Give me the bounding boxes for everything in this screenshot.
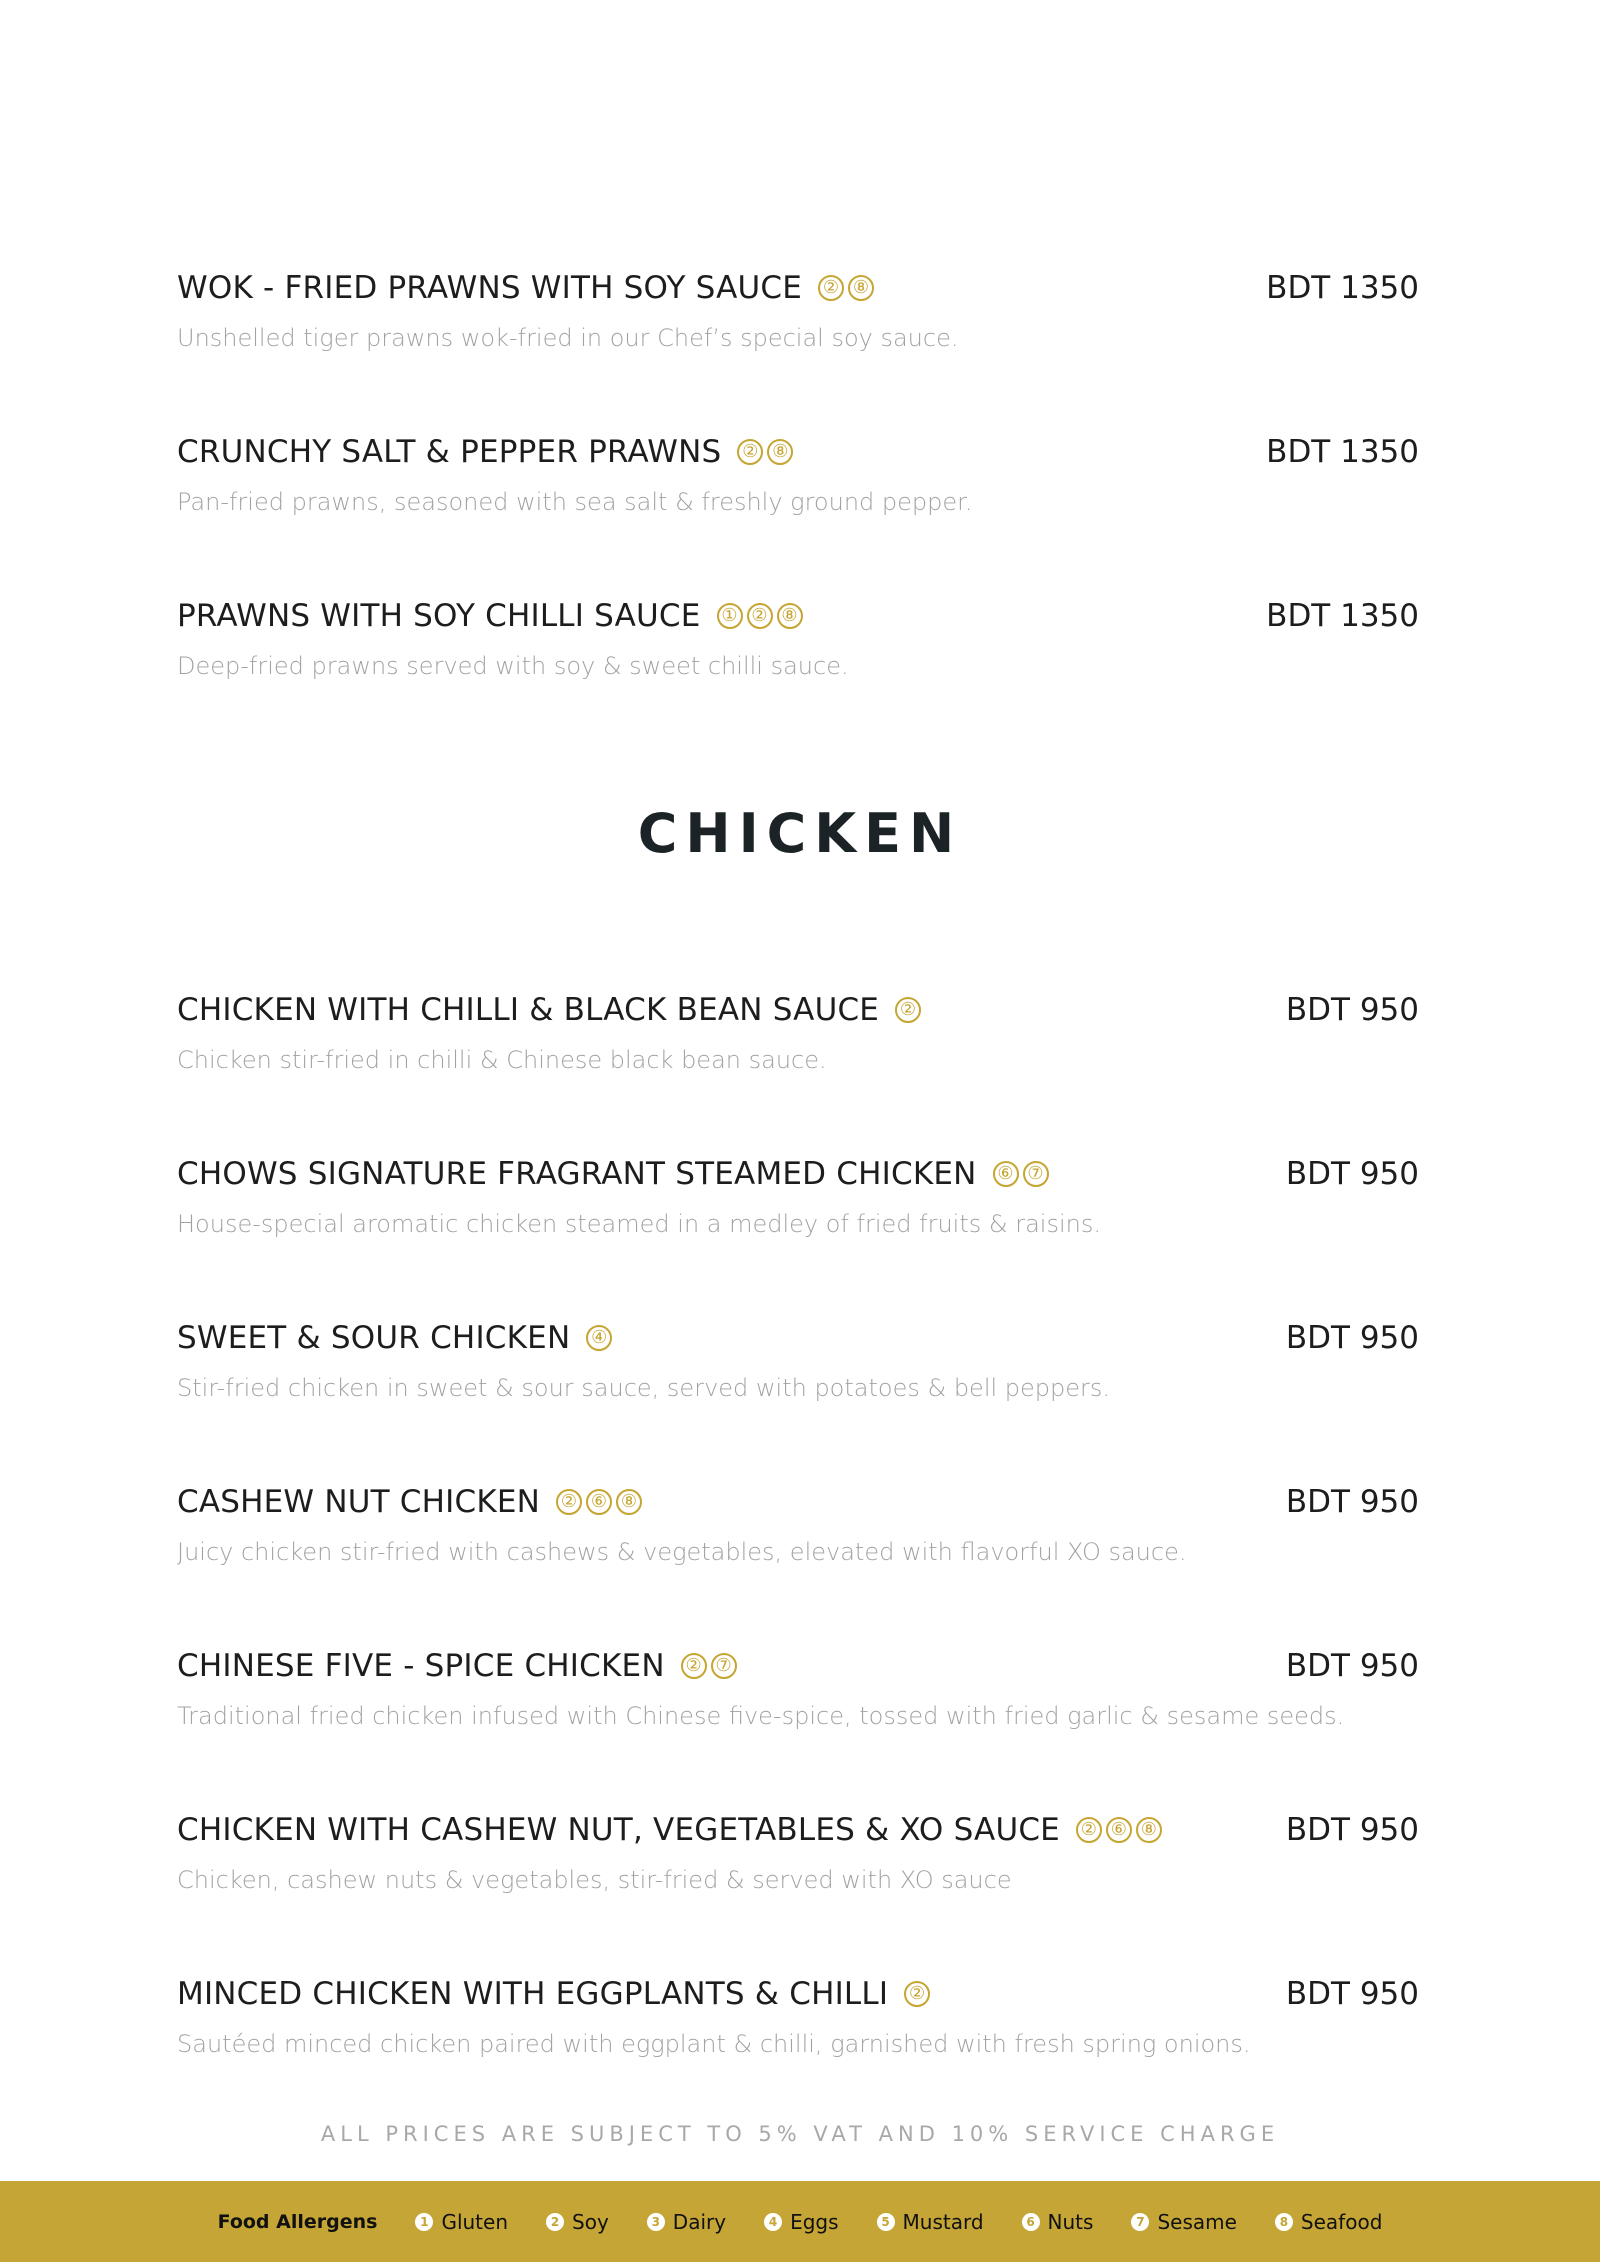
menu-item-price: BDT 1350 (1266, 598, 1419, 634)
menu-item-name (177, 1320, 612, 1356)
allergen-badges (737, 439, 793, 465)
allergen-badge: ② (1076, 1817, 1102, 1843)
menu-item (177, 1648, 1419, 1730)
menu-item (177, 1976, 1419, 2058)
allergen-badges (1076, 1817, 1162, 1843)
menu-item-name (177, 1156, 1049, 1192)
menu-item-header (177, 1812, 1419, 1862)
menu-item-price: BDT 950 (1285, 1320, 1419, 1356)
allergen-badge: ② (681, 1653, 707, 1679)
menu-item-name (177, 1812, 1162, 1848)
allergen-badge: ② (747, 603, 773, 629)
allergen-badge: ⑦ (1023, 1161, 1049, 1187)
menu-item (177, 1812, 1419, 1894)
legend-number: 5 (877, 2213, 895, 2231)
menu-item-price: BDT 950 (1285, 1156, 1419, 1192)
allergen-badge: ① (717, 603, 743, 629)
price-note: ALL PRICES ARE SUBJECT TO 5% VAT AND 10% SERVICE CHARGE (320, 2122, 1280, 2146)
allergen-badge: ⑧ (777, 603, 803, 629)
menu-item-price: BDT 950 (1285, 1812, 1419, 1848)
legend-item-mustard (877, 2210, 984, 2234)
menu-item-header (177, 992, 1419, 1042)
allergen-badge: ④ (586, 1325, 612, 1351)
menu-item-price: BDT 950 (1285, 1976, 1419, 2012)
allergen-badge: ⑧ (1136, 1817, 1162, 1843)
allergen-badges (895, 997, 921, 1023)
allergen-badges (556, 1489, 642, 1515)
legend-label: Seafood (1300, 2209, 1383, 2234)
menu-item-name (177, 1648, 737, 1684)
legend-item-soy (546, 2210, 609, 2234)
legend-label: Mustard (902, 2209, 984, 2234)
allergen-footer (0, 2181, 1600, 2262)
menu-item-price: BDT 1350 (1266, 270, 1419, 306)
legend-label: Soy (572, 2209, 609, 2234)
allergen-badge: ⑥ (1106, 1817, 1132, 1843)
menu-item-description: House-special aromatic chicken steamed in a medley of fried fruits & raisins. (177, 1210, 1101, 1238)
legend-number: 2 (546, 2213, 564, 2231)
menu-item-description: Juicy chicken stir-fried with cashews & vegetables, elevated with flavorful XO sauce. (177, 1538, 1187, 1566)
menu-item-title: CRUNCHY SALT & PEPPER PRAWNS (177, 434, 722, 470)
allergen-badge: ⑧ (848, 275, 874, 301)
menu-item-description: Pan-fried prawns, seasoned with sea salt & freshly ground pepper. (177, 488, 973, 516)
menu-item (177, 434, 1419, 516)
allergen-badges (993, 1161, 1049, 1187)
allergen-badge: ⑥ (993, 1161, 1019, 1187)
menu-item (177, 1156, 1419, 1238)
menu-item-name (177, 992, 921, 1028)
menu-item-title: CHICKEN WITH CASHEW NUT, VEGETABLES & XO SAUCE (177, 1812, 1060, 1848)
legend-number: 7 (1131, 2213, 1149, 2231)
menu-item-title: MINCED CHICKEN WITH EGGPLANTS & CHILLI (177, 1976, 889, 2012)
allergen-badges (586, 1325, 612, 1351)
allergen-legend (415, 2210, 1382, 2234)
menu-item-header (177, 1320, 1419, 1370)
menu-item-description: Unshelled tiger prawns wok-fried in our Chef’s special soy sauce. (177, 324, 959, 352)
legend-item-nuts (1022, 2210, 1094, 2234)
menu-item-title: WOK - FRIED PRAWNS WITH SOY SAUCE (177, 270, 803, 306)
menu-item-name (177, 1484, 642, 1520)
legend-item-gluten (415, 2210, 508, 2234)
menu-item-price: BDT 950 (1285, 992, 1419, 1028)
menu-item-header (177, 1976, 1419, 2026)
menu-item-description: Deep-fried prawns served with soy & sweet chilli sauce. (177, 652, 849, 680)
allergen-badge: ⑦ (711, 1653, 737, 1679)
footer-title: Food Allergens (217, 2210, 378, 2233)
menu-item-description: Sautéed minced chicken paired with eggplant & chilli, garnished with fresh spring onions. (177, 2030, 1251, 2058)
menu-item-title: CHINESE FIVE - SPICE CHICKEN (177, 1648, 665, 1684)
allergen-badge: ⑥ (586, 1489, 612, 1515)
menu-item (177, 270, 1419, 352)
menu-item-price: BDT 1350 (1266, 434, 1419, 470)
allergen-badge: ② (904, 1981, 930, 2007)
menu-item-title: CHICKEN WITH CHILLI & BLACK BEAN SAUCE (177, 992, 880, 1028)
menu-item-title: SWEET & SOUR CHICKEN (177, 1320, 571, 1356)
menu-item (177, 1484, 1419, 1566)
menu-item-name (177, 598, 803, 634)
menu-item-price: BDT 950 (1285, 1484, 1419, 1520)
allergen-badge: ② (737, 439, 763, 465)
legend-item-sesame (1131, 2210, 1236, 2234)
menu-item-header (177, 598, 1419, 648)
legend-number: 3 (647, 2213, 665, 2231)
menu-item-name (177, 1976, 930, 2012)
allergen-badge: ⑧ (616, 1489, 642, 1515)
legend-item-seafood (1275, 2210, 1382, 2234)
menu-item-header (177, 1648, 1419, 1698)
menu-item-description: Traditional fried chicken infused with Chinese five-spice, tossed with fried garlic & sesame seeds. (177, 1702, 1345, 1730)
legend-number: 4 (764, 2213, 782, 2231)
allergen-badges (818, 275, 874, 301)
legend-label: Gluten (441, 2209, 509, 2234)
menu-item-title: CHOWS SIGNATURE FRAGRANT STEAMED CHICKEN (177, 1156, 977, 1192)
legend-number: 8 (1275, 2213, 1293, 2231)
menu-item-header (177, 270, 1419, 320)
allergen-badge: ② (895, 997, 921, 1023)
menu-item-price: BDT 950 (1285, 1648, 1419, 1684)
allergen-badge: ⑧ (767, 439, 793, 465)
menu-item (177, 992, 1419, 1074)
allergen-badge: ② (818, 275, 844, 301)
menu-item-description: Chicken, cashew nuts & vegetables, stir-fried & served with XO sauce (177, 1866, 1012, 1894)
legend-label: Dairy (672, 2209, 727, 2234)
menu-item-description: Chicken stir-fried in chilli & Chinese black bean sauce. (177, 1046, 827, 1074)
legend-item-dairy (647, 2210, 726, 2234)
legend-label: Nuts (1047, 2209, 1094, 2234)
legend-label: Eggs (790, 2209, 839, 2234)
menu-item-title: PRAWNS WITH SOY CHILLI SAUCE (177, 598, 701, 634)
allergen-badges (904, 1981, 930, 2007)
legend-number: 1 (415, 2213, 433, 2231)
menu-item-header (177, 1484, 1419, 1534)
menu-item-name (177, 270, 874, 306)
menu-item-header (177, 1156, 1419, 1206)
allergen-badge: ② (556, 1489, 582, 1515)
legend-number: 6 (1022, 2213, 1040, 2231)
menu-item-header (177, 434, 1419, 484)
section-title-chicken: CHICKEN (637, 802, 963, 865)
legend-label: Sesame (1157, 2209, 1237, 2234)
menu-item-description: Stir-fried chicken in sweet & sour sauce, served with potatoes & bell peppers. (177, 1374, 1111, 1402)
allergen-badges (717, 603, 803, 629)
menu-item-name (177, 434, 793, 470)
allergen-badges (681, 1653, 737, 1679)
menu-item-title: CASHEW NUT CHICKEN (177, 1484, 541, 1520)
menu-item (177, 598, 1419, 680)
legend-item-eggs (764, 2210, 838, 2234)
menu-item (177, 1320, 1419, 1402)
